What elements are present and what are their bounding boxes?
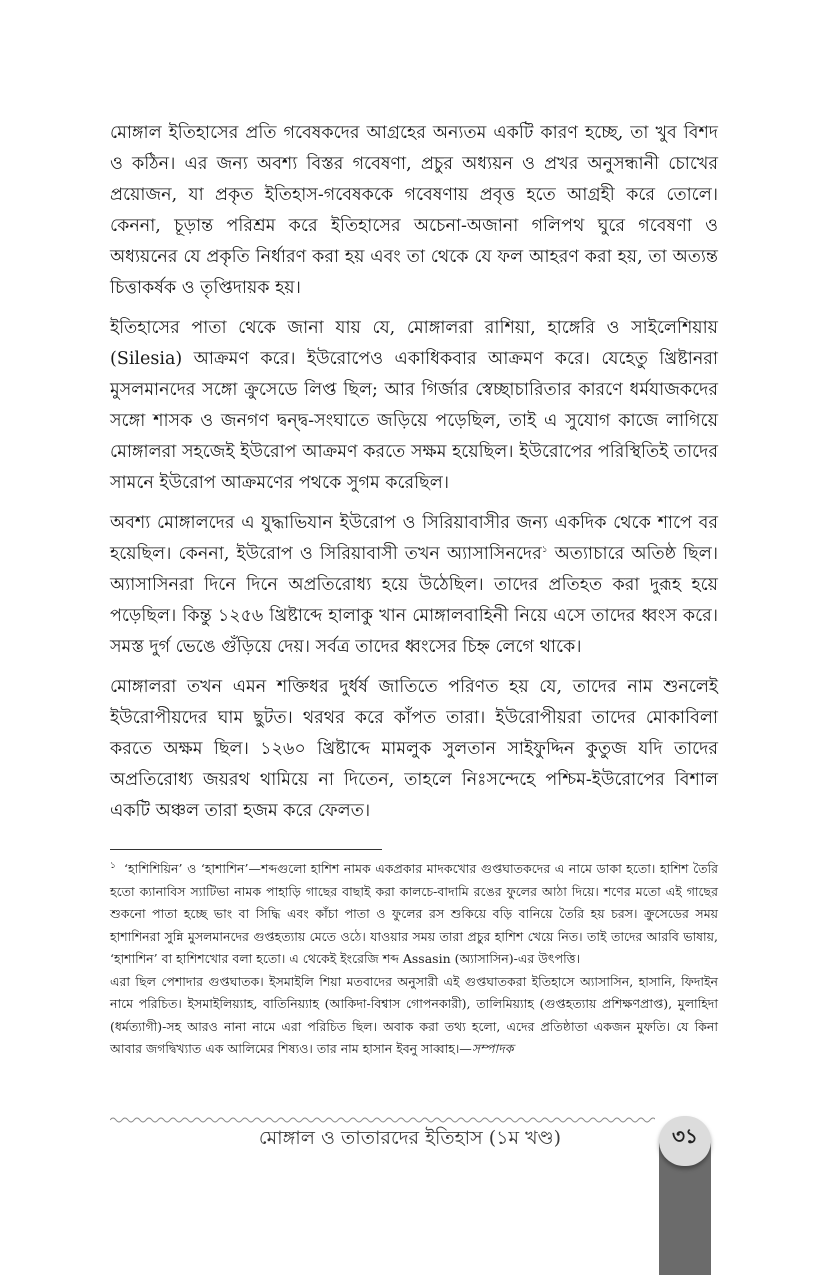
footer-wave-divider (110, 1116, 655, 1124)
footnote-marker: ১ (110, 860, 116, 871)
body-paragraph-3 (110, 508, 718, 663)
page-body (110, 118, 718, 836)
footnote-2-text: এরা ছিল পেশাদার গুপ্তঘাতক। ইসমাইলি শিয়া মতবাদের অনুসারী এই গুপ্তঘাতকরা ইতিহাসে অ্যাসাসিন, হাসানি, ফিদাইন নামে পরিচিত। ইসমাইলিয়্যাহ, বাতিনিয়্যাহ (আকিদা-বিশ্বাস গোপনকারী), তালিমিয়্যাহ (গুপ্তহত্যায় প্রশিক্ষণপ্রাপ্ত), মুলাহিদা (ধর্মত্যাগী)-সহ আরও নানা নামে এরা পরিচিত ছিল। অবাক করা তথ্য হলো, এদের প্রতিষ্ঠাতা একজন মুফতি। যে কিনা আবার জগদ্বিখ্যাত এক আলিমের শিষ্যও। তার নাম হাসান ইবনু সাব্বাহ।— (110, 973, 718, 1056)
paragraph-3-after: অত্যাচারে অতিষ্ঠ ছিল। অ্যাসাসিনরা দিনে দিনে অপ্রতিরোধ্য হয়ে উঠেছিল। তাদের প্রতিহত করা দুরূহ হয়ে পড়েছিল। কিন্তু ১২৫৬ খ্রিষ্টাব্দে হালাকু খান মোঙ্গালবাহিনী নিয়ে এসে তাদের ধ্বংস করে। সমস্ত দুর্গ ভেঙে গুঁড়িয়ে দেয়। সর্বত্র তাদের ধ্বংসের চিহ্ন লেগে থাকে। (110, 544, 718, 657)
body-paragraph-1: মোঙ্গাল ইতিহাসের প্রতি গবেষকদের আগ্রহের অন্যতম একটি কারণ হচ্ছে, তা খুব বিশদ ও কঠিন। এর জন্য অবশ্য বিস্তর গবেষণা, প্রচুর অধ্যয়ন ও প্রখর অনুসন্ধানী চোখের প্রয়োজন, যা প্রকৃত ইতিহাস-গবেষককে গবেষণায় প্রবৃত্ত হতে আগ্রহী করে তোলে। কেননা, চূড়ান্ত পরিশ্রম করে ইতিহাসের অচেনা-অজানা গলিপথ ঘুরে গবেষণা ও অধ্যয়নের যে প্রকৃতি নির্ধারণ করা হয় এবং তা থেকে যে ফল আহরণ করা হয়, তা অত্যন্ত চিত্তাকর্ষক ও তৃপ্তিদায়ক হয়। (110, 123, 718, 298)
page-number: ৩১ (672, 1124, 698, 1148)
footnote-1 (110, 858, 718, 971)
footnote-1-text: ‘হাশিশিয়িন’ ও ‘হাশাশিন’—শব্দগুলো হাশিশ নামক একপ্রকার মাদকখোর গুপ্তঘাতকদের এ নামে ডাকা হতো। হাশিশ তৈরি হতো ক্যানাবিস স্যাটিভা নামক পাহাড়ি গাছের বাছাই করা কালচে-বাদামি রঙের ফুলের আঠা দিয়ে। শণের মতো এই গাছের শুকনো পাতা হচ্ছে ভাং বা সিদ্ধি এবং কাঁচা পাতা ও ফুলের রস শুকিয়ে বড়ি বানিয়ে তৈরি হয় চরস। ক্রুসেডের সময় হাশাশিনরা সুন্নি মুসলমানদের গুপ্তহত্যায় মেতে ওঠে। যাওয়ার সময় তারা প্রচুর হাশিশ খেয়ে নিত। তাই তাদের আরবি ভাষায়, ‘হাশাশিন’ বা হাশিশখোর বলা হতো। এ থেকেই ইংরেজি শব্দ Assasin (অ্যাসাসিন)-এর উৎপত্তি। (110, 861, 718, 966)
body-paragraph-2: ইতিহাসের পাতা থেকে জানা যায় যে, মোঙ্গালরা রাশিয়া, হাঙ্গেরি ও সাইলেশিয়ায় (Silesia) আক্রমণ করে। ইউরোপেও একাধিকবার আক্রমণ করে। যেহেতু খ্রিষ্টানরা মুসলমানদের সঙ্গো ক্রুসেডে লিপ্ত ছিল; আর গির্জার স্বেচ্ছাচারিতার কারণে ধর্মযাজকদের সঙ্গো শাসক ও জনগণ দ্বন্দ্ব-সংঘাতে জড়িয়ে পড়েছিল, তাই এ সুযোগ কাজে লাগিয়ে মোঙ্গালরা সহজেই ইউরোপ আক্রমণ করতে সক্ষম হয়েছিল। ইউরোপের পরিস্থিতিই তাদের সামনে ইউরোপ আক্রমণের পথকে সুগম করেছিল। (110, 318, 718, 493)
footnote-1-continued (110, 971, 718, 1061)
body-paragraph-4: মোঙ্গালরা তখন এমন শক্তিধর দুর্ধর্ষ জাতিতে পরিণত হয় যে, তাদের নাম শুনলেই ইউরোপীয়দের ঘাম ছুটত। থরথর করে কাঁপত তারা। ইউরোপীয়রা তাদের মোকাবিলা করতে অক্ষম ছিল। ১২৬০ খ্রিষ্টাব্দে মামলুক সুলতান সাইফুদ্দিন কুতুজ যদি তাদের অপ্রতিরোধ্য জয়রথ থামিয়ে না দিতেন, তাহলে নিঃসন্দেহে পশ্চিম-ইউরোপের বিশাল একটি অঞ্চল তারা হজম করে ফেলত। (110, 677, 718, 821)
paragraph-3-before: অবশ্য মোঙ্গালদের এ যুদ্ধাভিযান ইউরোপ ও সিরিয়াবাসীর জন্য একদিক থেকে শাপে বর হয়েছিল। কেননা, ইউরোপ ও সিরিয়াবাসী তখন অ্যাসাসিনদের (110, 513, 718, 564)
footnote-reference[interactable]: ১ (541, 545, 548, 556)
footnotes (110, 858, 718, 1061)
footnote-editor-credit: সম্পাদক (471, 1041, 514, 1056)
footnote-divider (110, 849, 382, 850)
book-title-footer: মোঙ্গাল ও তাতারদের ইতিহাস (১ম খণ্ড) (258, 1127, 562, 1149)
